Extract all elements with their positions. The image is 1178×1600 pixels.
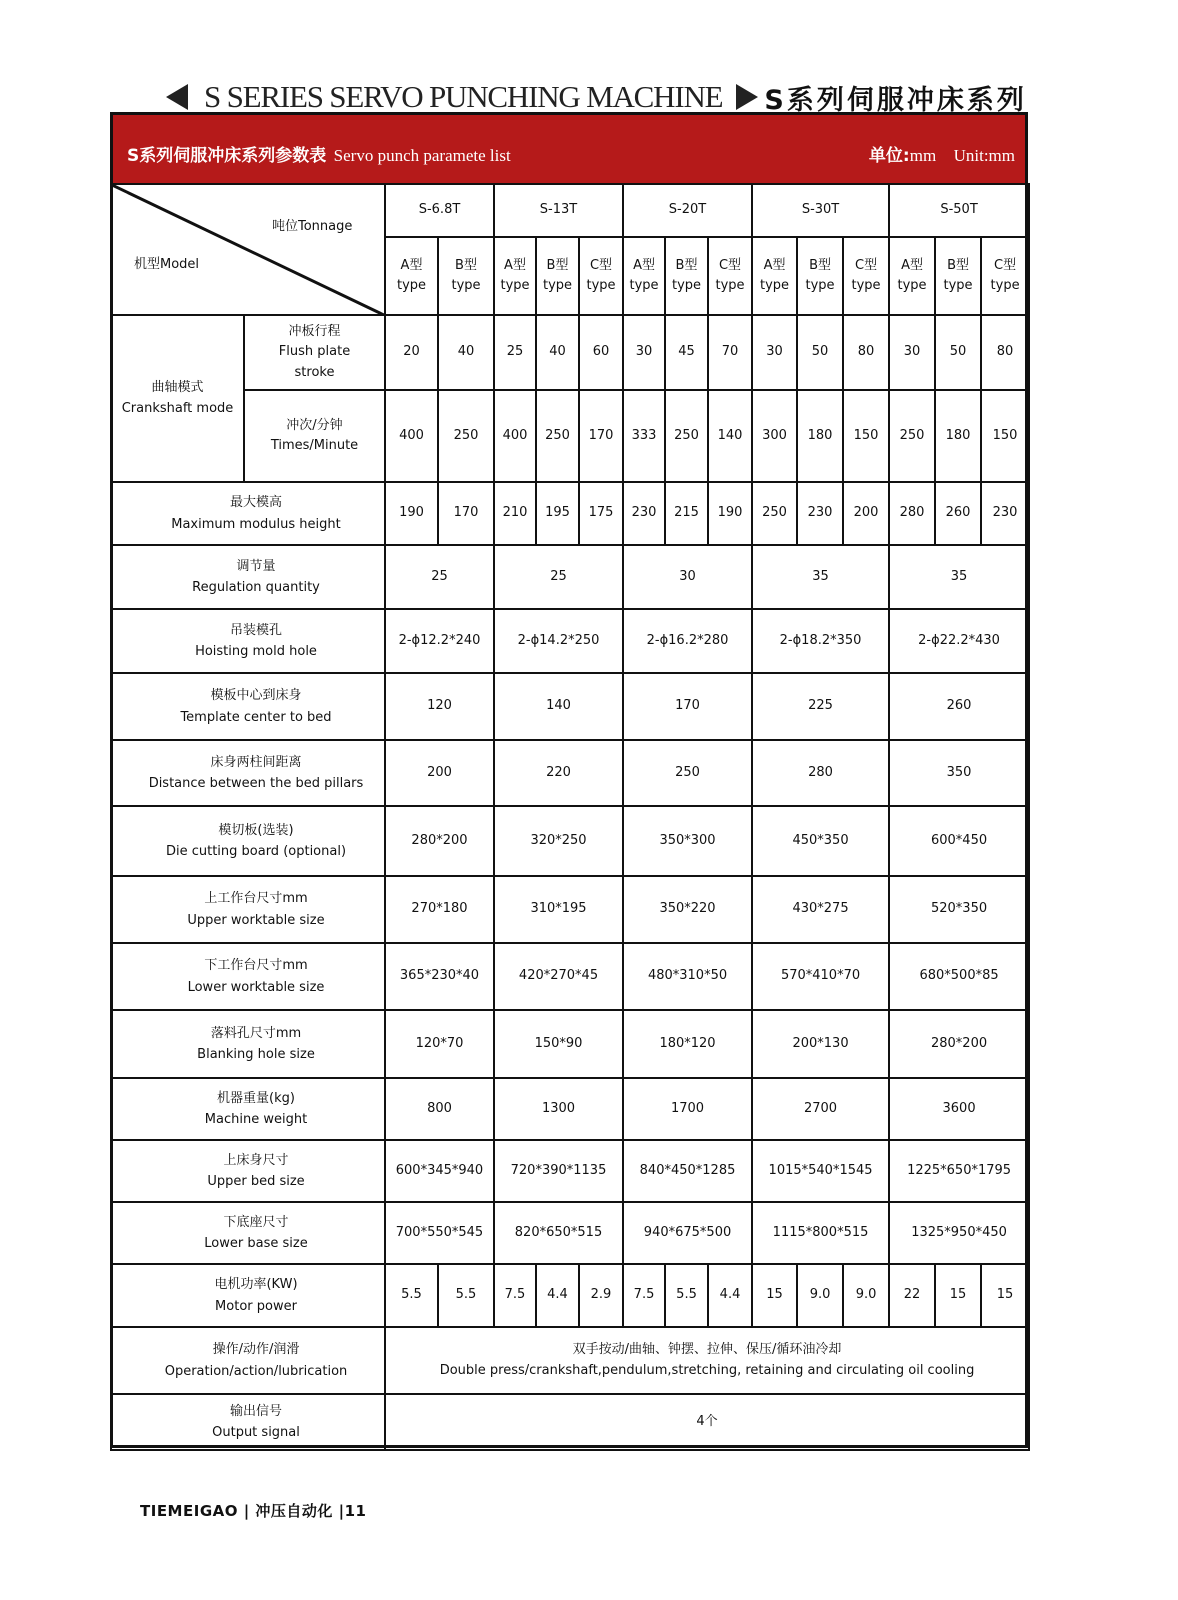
banner-title-cn: S系列伺服冲床系列参数表 bbox=[127, 146, 327, 166]
row-grouped bbox=[111, 1140, 1029, 1202]
stroke-en1: Flush plate bbox=[278, 344, 351, 360]
row-label bbox=[111, 1010, 385, 1078]
row-label bbox=[111, 609, 385, 673]
table-cell: 250 bbox=[665, 390, 708, 482]
row-label bbox=[111, 740, 385, 806]
row-label bbox=[111, 1202, 385, 1264]
label-en: Operation/action/lubrication bbox=[164, 1363, 348, 1379]
banner-unit bbox=[869, 141, 1015, 166]
table-cell: 520*350 bbox=[889, 876, 1029, 943]
table-cell: 50 bbox=[797, 315, 843, 390]
table-cell: 270*180 bbox=[385, 876, 494, 943]
corner-cell bbox=[111, 184, 385, 315]
type-header bbox=[889, 237, 935, 315]
table-cell: 220 bbox=[494, 740, 623, 806]
operation-label bbox=[111, 1327, 385, 1394]
table-cell: 25 bbox=[494, 315, 536, 390]
table-cell: 190 bbox=[385, 482, 438, 545]
table-cell: 280*200 bbox=[385, 806, 494, 876]
table-cell: 30 bbox=[889, 315, 935, 390]
table-cell: 22 bbox=[889, 1264, 935, 1327]
table-cell: 1700 bbox=[623, 1078, 752, 1140]
table-cell: 170 bbox=[579, 390, 623, 482]
stroke-label bbox=[244, 315, 385, 390]
table-cell: 250 bbox=[752, 482, 797, 545]
label-cn: 下底座尺寸 bbox=[223, 1214, 289, 1230]
table-cell: 250 bbox=[438, 390, 494, 482]
table-cell: 840*450*1285 bbox=[623, 1140, 752, 1202]
table-cell: 280*200 bbox=[889, 1010, 1029, 1078]
table-cell: 480*310*50 bbox=[623, 943, 752, 1010]
row-label bbox=[111, 806, 385, 876]
row-label bbox=[111, 1078, 385, 1140]
table-cell: 940*675*500 bbox=[623, 1202, 752, 1264]
table-cell: 310*195 bbox=[494, 876, 623, 943]
type-en: type bbox=[897, 278, 927, 293]
table-cell: 175 bbox=[579, 482, 623, 545]
crankshaft-cn: 曲轴模式 bbox=[151, 380, 204, 396]
table-cell: 30 bbox=[623, 315, 665, 390]
type-en: type bbox=[671, 278, 702, 293]
table-cell: 120*70 bbox=[385, 1010, 494, 1078]
table-cell: 2-ϕ12.2*240 bbox=[385, 609, 494, 673]
page-footer: TIEMEIGAO | 冲压自动化 |11 bbox=[140, 1502, 367, 1520]
table-cell: 1325*950*450 bbox=[889, 1202, 1029, 1264]
type-cn: C型 bbox=[589, 257, 613, 273]
table-cell: 25 bbox=[385, 545, 494, 609]
stroke-cn: 冲板行程 bbox=[288, 324, 341, 340]
row-times-minute bbox=[111, 390, 1029, 482]
type-header bbox=[981, 237, 1029, 315]
row-grouped bbox=[111, 740, 1029, 806]
table-cell: 5.5 bbox=[665, 1264, 708, 1327]
type-header bbox=[665, 237, 708, 315]
table-cell: 170 bbox=[438, 482, 494, 545]
type-en: type bbox=[760, 278, 790, 293]
table-cell: 4.4 bbox=[708, 1264, 752, 1327]
label-en: Distance between the bed pillars bbox=[148, 776, 364, 791]
row-output-signal bbox=[111, 1394, 1029, 1450]
label-en: Machine weight bbox=[204, 1112, 308, 1127]
header-title-en: S SERIES SERVO PUNCHING MACHINE bbox=[204, 79, 723, 114]
table-cell: 570*410*70 bbox=[752, 943, 889, 1010]
type-en: type bbox=[943, 278, 973, 293]
type-header bbox=[708, 237, 752, 315]
operation-cn: 双手按动/曲轴、钟摆、拉伸、保压/循环油冷却 bbox=[572, 1342, 842, 1358]
table-cell: 250 bbox=[536, 390, 579, 482]
table-cell: 15 bbox=[935, 1264, 981, 1327]
table-cell: 2-ϕ16.2*280 bbox=[623, 609, 752, 673]
table-cell: 1015*540*1545 bbox=[752, 1140, 889, 1202]
triangle-right-icon bbox=[736, 84, 758, 110]
table-cell: 5.5 bbox=[438, 1264, 494, 1327]
model-header: S-30T bbox=[752, 184, 889, 237]
row-grouped bbox=[111, 876, 1029, 943]
table-cell: 180 bbox=[797, 390, 843, 482]
times-cn: 冲次/分钟 bbox=[286, 417, 343, 433]
label-en: Hoisting mold hole bbox=[195, 644, 317, 659]
table-cell: 195 bbox=[536, 482, 579, 545]
table-cell: 250 bbox=[623, 740, 752, 806]
label-cn: 调节量 bbox=[236, 558, 276, 574]
banner-unit-mm: mm bbox=[909, 146, 937, 165]
times-label bbox=[244, 390, 385, 482]
type-cn: B型 bbox=[809, 257, 831, 273]
table-cell: 50 bbox=[935, 315, 981, 390]
table-cell: 80 bbox=[843, 315, 889, 390]
header-title-cn: S系列伺服冲床系列 bbox=[764, 84, 1027, 116]
row-grouped bbox=[111, 806, 1029, 876]
table-cell: 200 bbox=[843, 482, 889, 545]
table-cell: 180 bbox=[935, 390, 981, 482]
table-cell: 820*650*515 bbox=[494, 1202, 623, 1264]
table-cell: 365*230*40 bbox=[385, 943, 494, 1010]
table-cell: 25 bbox=[494, 545, 623, 609]
type-header bbox=[623, 237, 665, 315]
label-cn: 模切板(选装) bbox=[218, 822, 294, 838]
table-cell: 260 bbox=[935, 482, 981, 545]
table-cell: 4.4 bbox=[536, 1264, 579, 1327]
type-en: type bbox=[500, 278, 530, 293]
row-label bbox=[111, 545, 385, 609]
label-cn: 上工作台尺寸mm bbox=[204, 891, 308, 907]
row-label bbox=[111, 876, 385, 943]
label-cn: 模板中心到床身 bbox=[210, 688, 302, 704]
crankshaft-label bbox=[111, 315, 244, 482]
table-cell: 230 bbox=[623, 482, 665, 545]
row-grouped bbox=[111, 1202, 1029, 1264]
row-grouped bbox=[111, 1010, 1029, 1078]
table-cell: 200 bbox=[385, 740, 494, 806]
type-cn: B型 bbox=[947, 257, 969, 273]
type-cn: A型 bbox=[901, 257, 923, 273]
row-label bbox=[111, 1140, 385, 1202]
banner-title-en: Servo punch paramete list bbox=[333, 146, 511, 165]
type-en: type bbox=[451, 278, 481, 293]
type-en: type bbox=[586, 278, 616, 293]
table-cell: 70 bbox=[708, 315, 752, 390]
table-cell: 200*130 bbox=[752, 1010, 889, 1078]
row-grouped bbox=[111, 943, 1029, 1010]
table-cell: 225 bbox=[752, 673, 889, 740]
table-cell: 170 bbox=[623, 673, 752, 740]
table-cell: 210 bbox=[494, 482, 536, 545]
table-cell: 2-ϕ14.2*250 bbox=[494, 609, 623, 673]
table-cell: 20 bbox=[385, 315, 438, 390]
table-cell: 420*270*45 bbox=[494, 943, 623, 1010]
table-cell: 600*345*940 bbox=[385, 1140, 494, 1202]
row-grouped bbox=[111, 545, 1029, 609]
type-en: type bbox=[990, 278, 1020, 293]
table-cell: 150*90 bbox=[494, 1010, 623, 1078]
table-cell: 800 bbox=[385, 1078, 494, 1140]
row-max-height bbox=[111, 482, 1029, 545]
row-grouped bbox=[111, 1078, 1029, 1140]
banner-unit-cn: 单位: bbox=[868, 146, 910, 166]
type-cn: C型 bbox=[718, 257, 742, 273]
model-header: S-6.8T bbox=[385, 184, 494, 237]
row-label bbox=[111, 943, 385, 1010]
table-cell: 9.0 bbox=[797, 1264, 843, 1327]
type-cn: C型 bbox=[855, 257, 878, 273]
table-cell: 45 bbox=[665, 315, 708, 390]
table-cell: 680*500*85 bbox=[889, 943, 1029, 1010]
table-cell: 140 bbox=[494, 673, 623, 740]
type-header bbox=[935, 237, 981, 315]
header-row-models bbox=[111, 184, 1029, 237]
label-en: Blanking hole size bbox=[197, 1047, 315, 1062]
table-cell: 430*275 bbox=[752, 876, 889, 943]
type-cn: B型 bbox=[455, 257, 477, 273]
label-cn: 最大模高 bbox=[229, 495, 282, 511]
label-cn: 下工作台尺寸mm bbox=[204, 958, 308, 974]
label-en: Maximum modulus height bbox=[171, 516, 341, 532]
operation-value bbox=[385, 1327, 1029, 1394]
type-cn: A型 bbox=[400, 257, 423, 273]
table-cell: 30 bbox=[623, 545, 752, 609]
label-cn: 输出信号 bbox=[229, 1403, 282, 1419]
table-cell: 400 bbox=[385, 390, 438, 482]
table-cell: 15 bbox=[981, 1264, 1029, 1327]
type-en: type bbox=[629, 278, 659, 293]
row-label bbox=[111, 673, 385, 740]
table-cell: 35 bbox=[889, 545, 1029, 609]
table-cell: 350 bbox=[889, 740, 1029, 806]
model-header: S-13T bbox=[494, 184, 623, 237]
type-en: type bbox=[805, 278, 835, 293]
table-cell: 350*220 bbox=[623, 876, 752, 943]
label-cn: 电机功率(KW) bbox=[214, 1277, 298, 1293]
table-cell: 2.9 bbox=[579, 1264, 623, 1327]
type-cn: C型 bbox=[994, 257, 1017, 273]
label-en: Upper worktable size bbox=[187, 912, 325, 928]
table-cell: 2-ϕ22.2*430 bbox=[889, 609, 1029, 673]
label-cn: 床身两柱间距离 bbox=[210, 754, 302, 770]
table-cell: 333 bbox=[623, 390, 665, 482]
times-en: Times/Minute bbox=[270, 438, 359, 453]
table-cell: 5.5 bbox=[385, 1264, 438, 1327]
type-header bbox=[843, 237, 889, 315]
type-header bbox=[385, 237, 438, 315]
label-en: Die cutting board (optional) bbox=[165, 844, 347, 859]
table-cell: 230 bbox=[981, 482, 1029, 545]
table-cell: 9.0 bbox=[843, 1264, 889, 1327]
model-header: S-50T bbox=[889, 184, 1029, 237]
type-header bbox=[752, 237, 797, 315]
triangle-left-icon bbox=[166, 84, 188, 110]
stroke-en2: stroke bbox=[294, 364, 335, 380]
type-cn: B型 bbox=[546, 257, 569, 273]
diagonal-line bbox=[112, 185, 385, 315]
label-en: Lower worktable size bbox=[187, 979, 325, 995]
label-en: Motor power bbox=[215, 1298, 297, 1314]
label-en: Template center to bed bbox=[180, 709, 332, 725]
label-cn: 上床身尺寸 bbox=[223, 1152, 289, 1168]
table-cell: 280 bbox=[889, 482, 935, 545]
label-cn: 机器重量(kg) bbox=[217, 1090, 295, 1106]
table-cell: 60 bbox=[579, 315, 623, 390]
table-cell: 15 bbox=[752, 1264, 797, 1327]
output-signal-label bbox=[111, 1394, 385, 1450]
table-cell: 190 bbox=[708, 482, 752, 545]
table-cell: 80 bbox=[981, 315, 1029, 390]
motor-power-label bbox=[111, 1264, 385, 1327]
operation-en: Double press/crankshaft,pendulum,stretching, retaining and circulating oil cooling bbox=[439, 1362, 975, 1378]
table-cell: 280 bbox=[752, 740, 889, 806]
row-grouped bbox=[111, 673, 1029, 740]
table-cell: 140 bbox=[708, 390, 752, 482]
table-cell: 1225*650*1795 bbox=[889, 1140, 1029, 1202]
table-cell: 260 bbox=[889, 673, 1029, 740]
type-header bbox=[438, 237, 494, 315]
label-cn: 吊装模孔 bbox=[229, 622, 282, 638]
model-label: 机型Model bbox=[134, 257, 200, 272]
table-cell: 400 bbox=[494, 390, 536, 482]
table-cell: 180*120 bbox=[623, 1010, 752, 1078]
table-cell: 350*300 bbox=[623, 806, 752, 876]
table-cell: 35 bbox=[752, 545, 889, 609]
table-cell: 1115*800*515 bbox=[752, 1202, 889, 1264]
label-cn: 落料孔尺寸mm bbox=[210, 1025, 302, 1041]
table-cell: 320*250 bbox=[494, 806, 623, 876]
table-cell: 3600 bbox=[889, 1078, 1029, 1140]
banner-unit-en: Unit:mm bbox=[953, 146, 1015, 165]
tonnage-label: 吨位Tonnage bbox=[272, 219, 353, 234]
label-cn: 操作/动作/润滑 bbox=[212, 1342, 300, 1358]
type-cn: A型 bbox=[633, 257, 655, 273]
table-cell: 2700 bbox=[752, 1078, 889, 1140]
output-signal-value: 4个 bbox=[385, 1394, 1029, 1450]
table-cell: 450*350 bbox=[752, 806, 889, 876]
row-motor-power bbox=[111, 1264, 1029, 1327]
model-header: S-20T bbox=[623, 184, 752, 237]
table-cell: 30 bbox=[752, 315, 797, 390]
spec-sheet bbox=[110, 112, 1028, 1448]
table-cell: 215 bbox=[665, 482, 708, 545]
max-height-label bbox=[111, 482, 385, 545]
type-cn: A型 bbox=[763, 257, 786, 273]
row-operation bbox=[111, 1327, 1029, 1394]
table-cell: 230 bbox=[797, 482, 843, 545]
table-cell: 250 bbox=[889, 390, 935, 482]
banner-title bbox=[127, 141, 511, 166]
table-cell: 7.5 bbox=[623, 1264, 665, 1327]
type-header bbox=[536, 237, 579, 315]
label-en: Upper bed size bbox=[207, 1174, 305, 1189]
type-header bbox=[494, 237, 536, 315]
row-grouped bbox=[111, 609, 1029, 673]
table-cell: 40 bbox=[536, 315, 579, 390]
spec-table bbox=[110, 183, 1030, 1451]
table-cell: 1300 bbox=[494, 1078, 623, 1140]
table-cell: 150 bbox=[981, 390, 1029, 482]
crankshaft-en: Crankshaft mode bbox=[121, 400, 234, 416]
type-cn: B型 bbox=[675, 257, 698, 273]
table-cell: 600*450 bbox=[889, 806, 1029, 876]
type-en: type bbox=[715, 278, 745, 293]
type-en: type bbox=[851, 278, 881, 293]
row-flush-plate-stroke bbox=[111, 315, 1029, 390]
label-en: Lower base size bbox=[204, 1236, 308, 1251]
table-banner bbox=[113, 115, 1025, 183]
table-cell: 300 bbox=[752, 390, 797, 482]
type-en: type bbox=[542, 278, 573, 293]
table-cell: 40 bbox=[438, 315, 494, 390]
type-header bbox=[797, 237, 843, 315]
type-cn: A型 bbox=[504, 257, 526, 273]
table-cell: 120 bbox=[385, 673, 494, 740]
table-cell: 720*390*1135 bbox=[494, 1140, 623, 1202]
type-header bbox=[579, 237, 623, 315]
label-en: Regulation quantity bbox=[192, 580, 320, 595]
table-cell: 700*550*545 bbox=[385, 1202, 494, 1264]
label-en: Output signal bbox=[212, 1425, 300, 1440]
table-cell: 150 bbox=[843, 390, 889, 482]
table-cell: 2-ϕ18.2*350 bbox=[752, 609, 889, 673]
table-cell: 7.5 bbox=[494, 1264, 536, 1327]
type-en: type bbox=[396, 278, 427, 293]
